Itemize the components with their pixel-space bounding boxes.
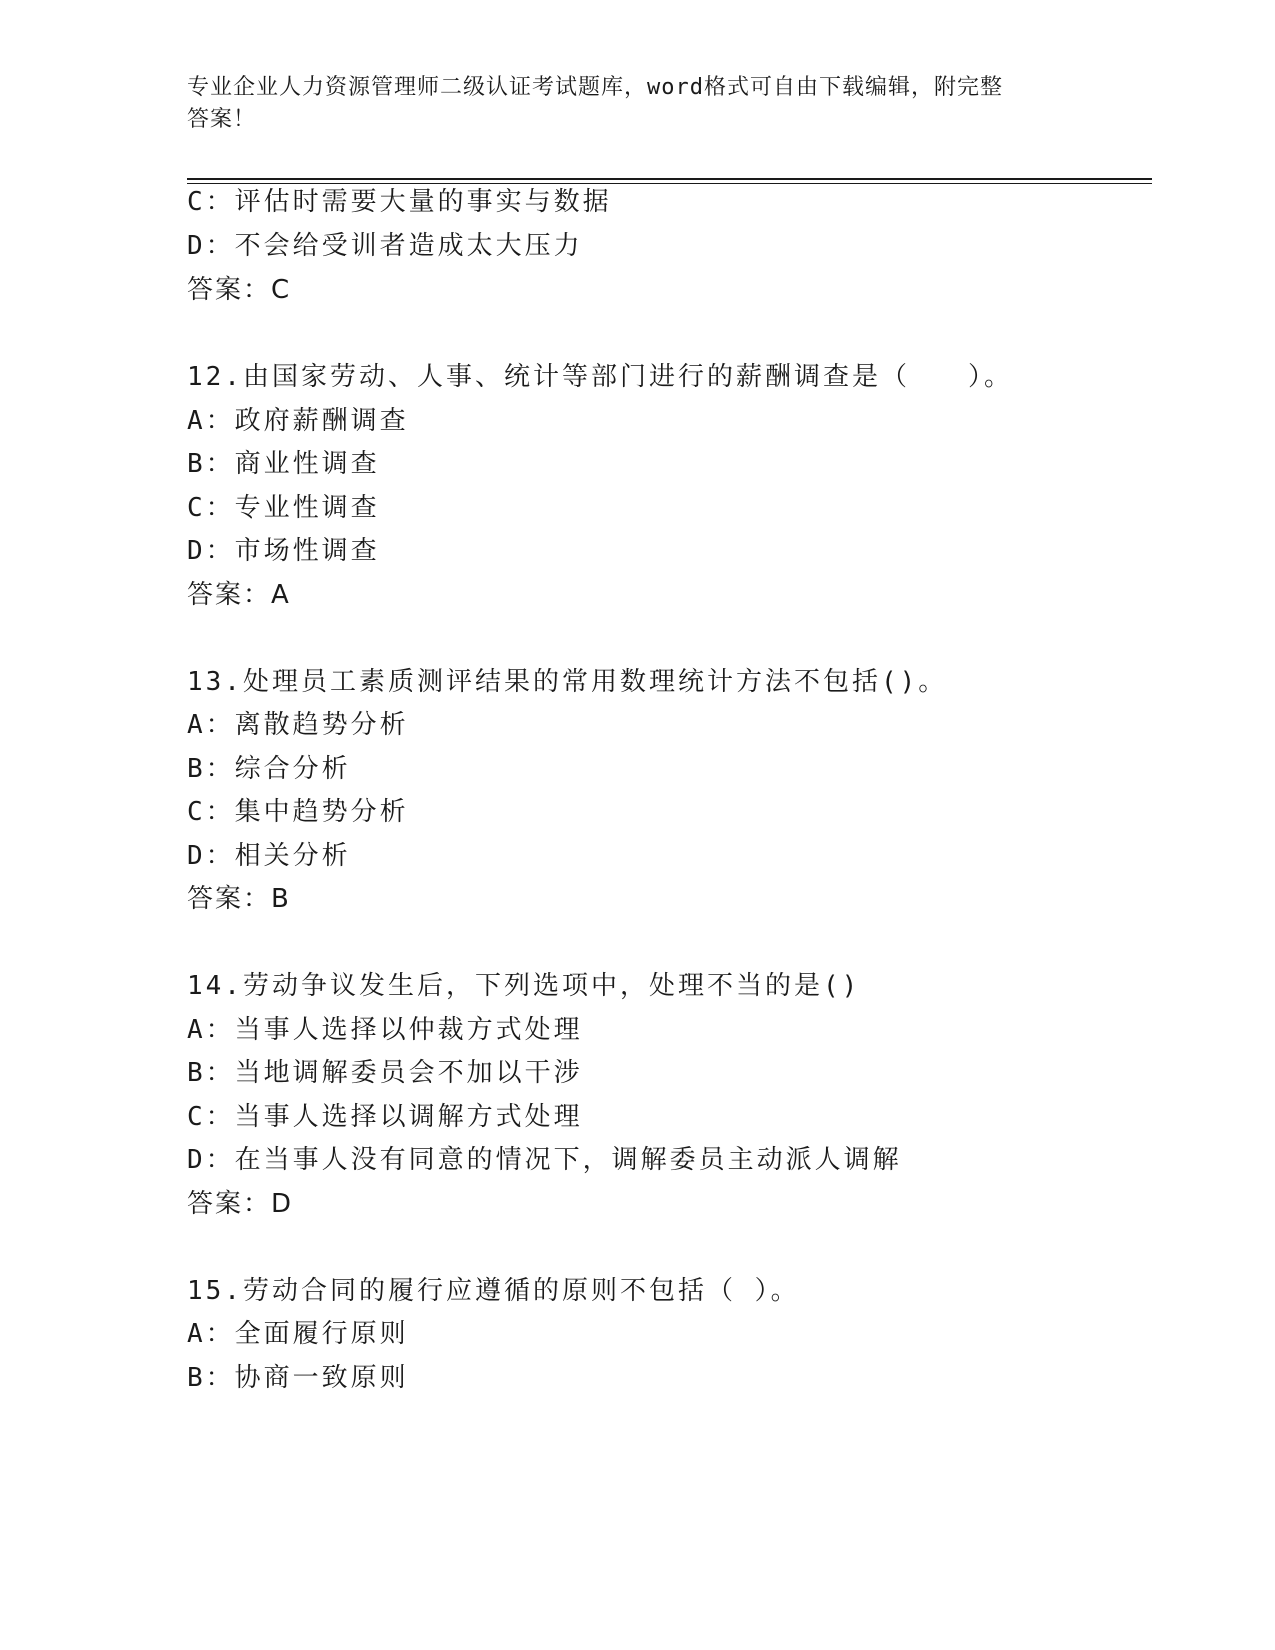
page-header [187, 72, 1067, 136]
q13-stem: 13.处理员工素质测评结果的常用数理统计方法不包括()。 [187, 667, 948, 697]
header-line-2: 答案！ [187, 107, 257, 132]
q12-option-b: B：商业性调查 [187, 449, 380, 479]
q12-answer: 答案：A [187, 580, 291, 610]
q13-option-b: B：综合分析 [187, 754, 351, 784]
header-line-1: 专业企业人力资源管理师二级认证考试题库，word格式可自由下载编辑，附完整 [187, 75, 1003, 100]
q12-option-d: D：市场性调查 [187, 536, 380, 566]
q15-option-a: A：全面履行原则 [187, 1319, 409, 1349]
q14-stem: 14.劳动争议发生后，下列选项中，处理不当的是() [187, 971, 861, 1001]
q12-option-a: A：政府薪酬调查 [187, 406, 409, 436]
q13-option-d: D：相关分析 [187, 841, 351, 871]
q13-answer: 答案：B [187, 884, 291, 914]
q14-option-d: D：在当事人没有同意的情况下，调解委员主动派人调解 [187, 1145, 902, 1175]
q11-option-d: D：不会给受训者造成太大压力 [187, 231, 583, 261]
header-divider-thick [187, 178, 1152, 180]
q12-stem: 12.由国家劳动、人事、统计等部门进行的薪酬调查是（ ）。 [187, 362, 1013, 392]
q11-answer: 答案：C [187, 275, 292, 305]
q13-option-a: A：离散趋势分析 [187, 710, 409, 740]
q14-option-a: A：当事人选择以仲裁方式处理 [187, 1015, 583, 1045]
q11-option-c: C：评估时需要大量的事实与数据 [187, 187, 612, 217]
q13-option-c: C：集中趋势分析 [187, 797, 409, 827]
q14-answer: 答案：D [187, 1189, 294, 1219]
q14-option-b: B：当地调解委员会不加以干涉 [187, 1058, 583, 1088]
q15-option-b: B：协商一致原则 [187, 1363, 409, 1393]
q15-stem: 15.劳动合同的履行应遵循的原则不包括（ ）。 [187, 1276, 800, 1306]
q12-option-c: C：专业性调查 [187, 493, 380, 523]
q14-option-c: C：当事人选择以调解方式处理 [187, 1102, 583, 1132]
